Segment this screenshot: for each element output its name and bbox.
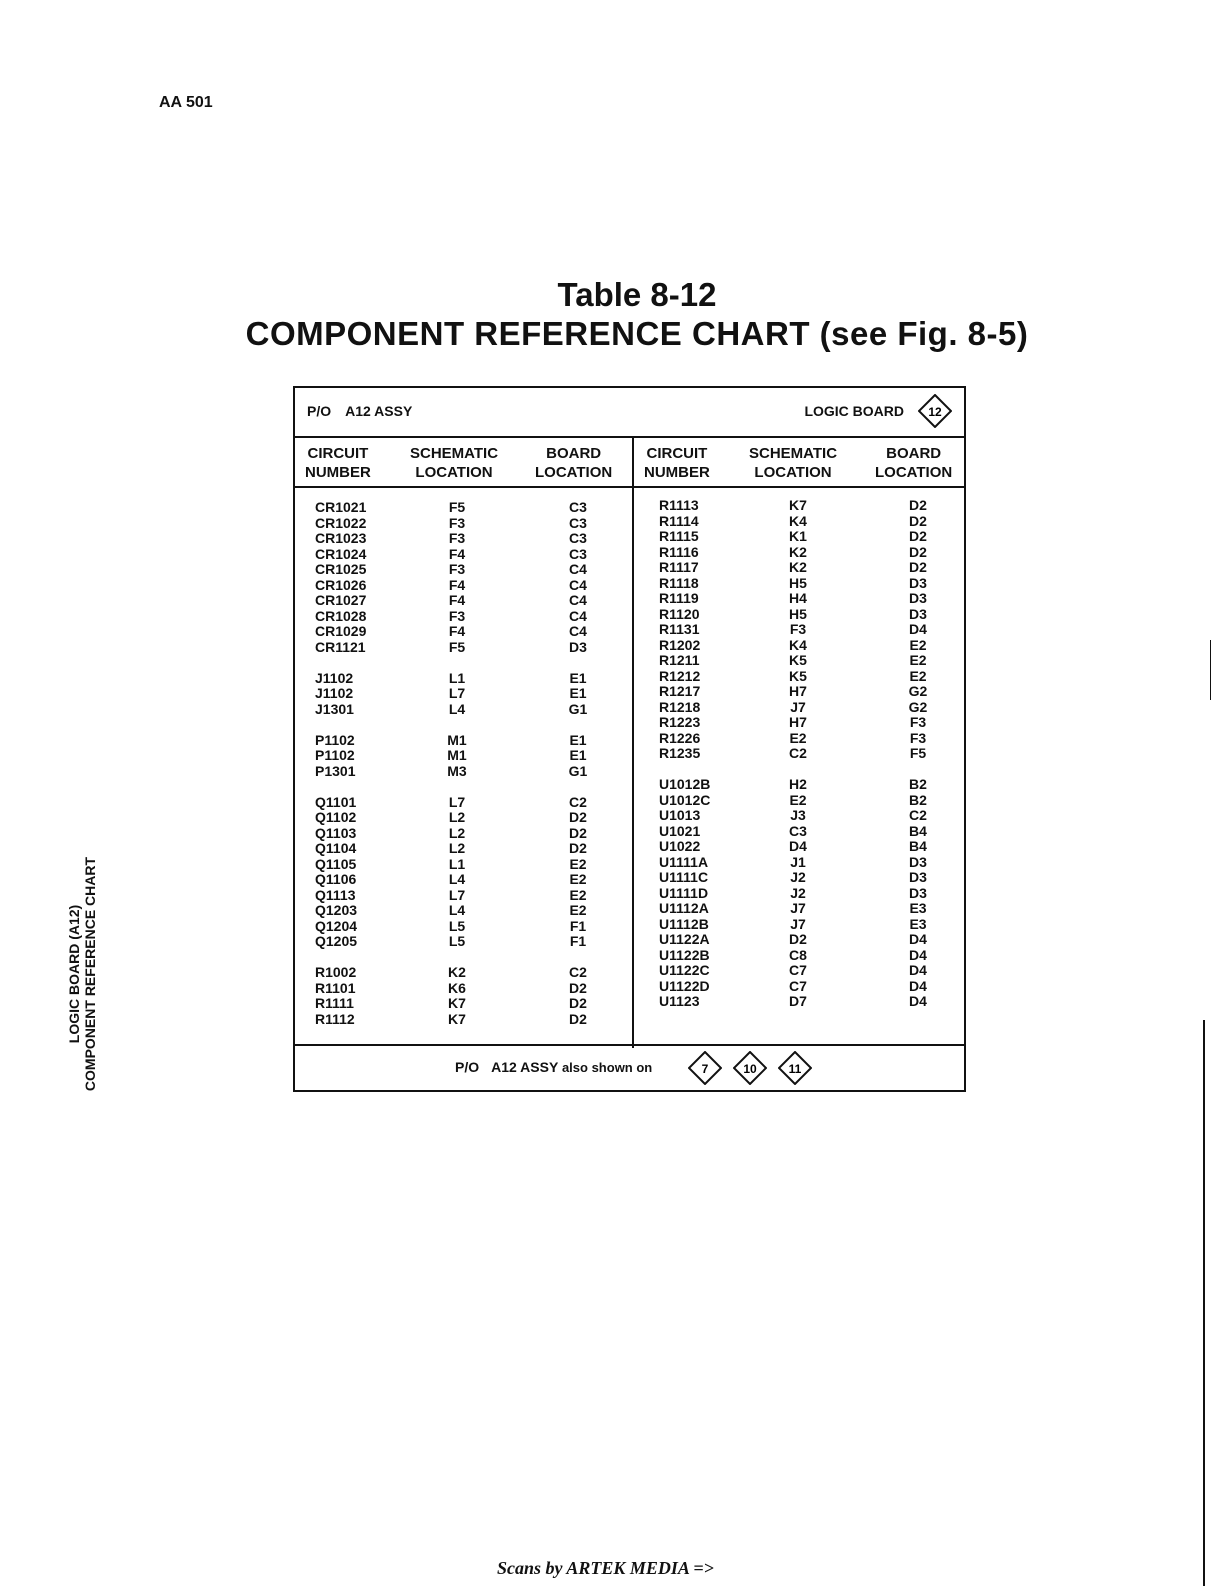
circuit-number: U1021 <box>659 822 701 839</box>
footer-text <box>455 1059 652 1075</box>
schematic-location: L4 <box>448 700 466 717</box>
schematic-ref-diamond-icon <box>733 1051 767 1085</box>
circuit-number: Q1205 <box>315 933 358 949</box>
right-board-column <box>898 498 938 1010</box>
schematic-location: J3 <box>790 807 806 823</box>
schematic-location: L7 <box>448 886 466 903</box>
circuit-number: U1111A <box>659 853 709 870</box>
circuit-number: R1117 <box>659 559 699 575</box>
circuit-number: CR1028 <box>315 607 367 624</box>
header-circuit-number-right: CIRCUIT NUMBER <box>644 445 710 481</box>
group-gap <box>558 779 598 795</box>
schematic-location: H5 <box>789 605 807 622</box>
board-location: D2 <box>569 840 587 856</box>
group-gap <box>315 717 366 733</box>
circuit-number: R1115 <box>659 528 699 544</box>
assembly-label <box>307 403 412 419</box>
circuit-number: Q1203 <box>315 902 358 918</box>
circuit-number: R1118 <box>659 574 699 591</box>
group-gap <box>315 779 366 795</box>
circuit-number: P1102 <box>315 747 355 763</box>
circuit-number: U1111D <box>659 884 709 901</box>
schematic-location: F3 <box>448 514 466 531</box>
board-location: E1 <box>569 731 587 748</box>
group-gap <box>558 717 598 733</box>
circuit-number: Q1104 <box>315 840 357 856</box>
board-location: D4 <box>909 621 927 637</box>
schematic-location: J1 <box>790 853 806 870</box>
circuit-number: R1212 <box>659 667 701 684</box>
board-location: G2 <box>908 683 928 699</box>
board-location: G1 <box>568 762 588 779</box>
circuit-number: R1111 <box>315 995 354 1011</box>
board-location: D2 <box>909 497 927 513</box>
circuit-number: U1122D <box>659 977 710 994</box>
circuit-number: R1101 <box>315 979 356 996</box>
board-location: E1 <box>569 685 587 701</box>
board-location: E1 <box>569 747 587 763</box>
board-location: C4 <box>569 592 587 608</box>
circuit-number: U1122B <box>659 946 710 963</box>
circuit-number: U1013 <box>659 807 701 823</box>
board-location: C3 <box>569 530 587 546</box>
schematic-location: F4 <box>448 545 466 562</box>
circuit-number: P1102 <box>315 731 355 748</box>
circuit-number: R1114 <box>659 512 699 529</box>
right-circuit-column <box>659 498 710 1010</box>
board-location: E1 <box>569 669 587 686</box>
circuit-number: U1022 <box>659 838 701 854</box>
schematic-location: K2 <box>789 543 807 560</box>
circuit-number: U1122C <box>659 962 710 978</box>
circuit-number: U1111C <box>659 869 709 885</box>
circuit-number: CR1023 <box>315 530 367 546</box>
board-location: E2 <box>569 855 587 872</box>
schematic-location: J2 <box>790 869 806 885</box>
group-gap <box>315 655 366 671</box>
circuit-number: R1120 <box>659 605 700 622</box>
schematic-location: F4 <box>448 592 466 608</box>
table-number: Table 8-12 <box>557 276 717 313</box>
board-location: D2 <box>909 528 927 544</box>
group-gap <box>558 655 598 671</box>
board-location: D4 <box>909 993 927 1009</box>
schematic-location: K4 <box>789 636 807 653</box>
board-location: E2 <box>569 886 587 903</box>
schematic-location: F4 <box>448 576 466 593</box>
schematic-location: D7 <box>789 993 807 1009</box>
component-reference-chart <box>293 386 966 1092</box>
board-location: C2 <box>569 964 587 980</box>
circuit-number: Q1204 <box>315 917 358 934</box>
board-location: G1 <box>568 700 588 717</box>
schematic-ref: 7 <box>701 1062 709 1076</box>
board-location: D2 <box>569 824 587 841</box>
schematic-location: L2 <box>448 840 466 856</box>
schematic-location: L7 <box>448 793 466 810</box>
board-location: F1 <box>569 917 587 934</box>
schematic-location: H7 <box>789 683 807 699</box>
group-gap <box>437 950 477 966</box>
board-location: D2 <box>569 1010 587 1027</box>
page-id: AA 501 <box>159 94 213 111</box>
board-location: D4 <box>909 931 927 947</box>
schematic-ref-diamond-icon <box>778 1051 812 1085</box>
board-location: B2 <box>909 791 927 808</box>
group-gap <box>315 950 366 966</box>
board-location: D2 <box>909 559 927 575</box>
board-location: E2 <box>909 652 927 668</box>
schematic-location: C8 <box>789 946 807 963</box>
board-location: C2 <box>569 793 587 810</box>
column-divider <box>632 438 634 1048</box>
schematic-location: K2 <box>789 559 807 575</box>
circuit-number: R1223 <box>659 714 701 730</box>
schematic-location: K2 <box>448 964 466 980</box>
schematic-location: K6 <box>448 979 466 996</box>
left-circuit-column <box>315 500 366 1027</box>
circuit-number: R1131 <box>659 621 700 637</box>
schematic-location: H2 <box>789 776 807 792</box>
circuit-number: J1102 <box>315 669 354 686</box>
circuit-number: CR1024 <box>315 545 367 562</box>
circuit-number: Q1103 <box>315 824 357 841</box>
schematic-location: F5 <box>448 499 466 515</box>
assembly-prefix: P/O <box>307 403 332 419</box>
circuit-number: R1113 <box>659 497 699 513</box>
column-headers <box>295 438 964 488</box>
left-schematic-column <box>437 500 477 1027</box>
scan-edge-mark <box>1210 640 1211 700</box>
circuit-number: CR1022 <box>315 514 367 531</box>
board-location: B2 <box>909 776 927 792</box>
board-location: D3 <box>909 884 927 901</box>
schematic-location: E2 <box>789 729 807 746</box>
schematic-location: L1 <box>448 855 466 872</box>
schematic-ref-diamond-icon <box>688 1051 722 1085</box>
schematic-location: F3 <box>789 621 807 637</box>
schematic-location: L2 <box>448 809 466 825</box>
circuit-number: R1226 <box>659 729 701 746</box>
board-location: D3 <box>909 869 927 885</box>
board-location: E2 <box>569 902 587 918</box>
chart-footer <box>295 1044 964 1090</box>
group-gap <box>898 762 938 778</box>
schematic-location: K5 <box>789 652 807 668</box>
board-location: D3 <box>909 853 927 870</box>
board-location: F3 <box>909 714 927 730</box>
board-location: B4 <box>909 822 927 839</box>
board-location: C3 <box>569 514 587 531</box>
schematic-location: K5 <box>789 667 807 684</box>
group-gap <box>437 779 477 795</box>
side-caption <box>66 844 98 1104</box>
schematic-location: D2 <box>789 931 807 947</box>
footer-assembly-id: A12 ASSY <box>491 1059 559 1075</box>
circuit-number: R1112 <box>315 1010 355 1027</box>
circuit-number: U1112A <box>659 900 709 916</box>
board-location: D3 <box>909 590 927 606</box>
board-location: D2 <box>569 995 587 1011</box>
board-location: C2 <box>909 807 927 823</box>
assembly-id: A12 ASSY <box>345 403 413 419</box>
footer-also-text: also shown on <box>561 1060 653 1075</box>
circuit-number: J1301 <box>315 700 354 717</box>
schematic-location: C2 <box>789 745 807 761</box>
schematic-location: F3 <box>448 530 466 546</box>
board-location: D2 <box>909 543 927 560</box>
board-location: F5 <box>909 745 927 761</box>
board-location: D4 <box>909 977 927 994</box>
circuit-number: R1211 <box>659 652 700 668</box>
circuit-number: CR1026 <box>315 576 367 593</box>
circuit-number: Q1101 <box>315 793 357 810</box>
circuit-number: U1112B <box>659 915 709 932</box>
schematic-ref: 10 <box>743 1062 757 1076</box>
schematic-location: K7 <box>448 1010 466 1027</box>
schematic-location: L4 <box>448 902 466 918</box>
schematic-location: H7 <box>789 714 807 730</box>
board-location: C4 <box>569 576 587 593</box>
board-location: C3 <box>569 545 587 562</box>
chart-header <box>295 388 964 438</box>
schematic-location: L1 <box>448 669 466 686</box>
board-location: E2 <box>569 871 587 887</box>
circuit-number: CR1021 <box>315 499 367 515</box>
schematic-location: M3 <box>447 762 467 779</box>
board-location: D4 <box>909 946 927 963</box>
table-title <box>0 276 1229 354</box>
side-caption-line1: LOGIC BOARD (A12) <box>66 904 82 1044</box>
circuit-number: R1002 <box>315 964 357 980</box>
schematic-location: L4 <box>448 871 466 887</box>
circuit-number: CR1029 <box>315 623 367 639</box>
schematic-location: L2 <box>448 824 466 841</box>
schematic-location: K7 <box>448 995 466 1011</box>
scan-credit: Scans by ARTEK MEDIA => <box>497 1558 714 1578</box>
board-number: 12 <box>928 405 942 419</box>
schematic-location: H4 <box>789 590 807 606</box>
circuit-number: Q1106 <box>315 871 357 887</box>
board-location: D3 <box>909 574 927 591</box>
schematic-location: F3 <box>448 607 466 624</box>
left-board-column <box>558 500 598 1027</box>
board-location: C3 <box>569 499 587 515</box>
header-board-location-right: BOARD LOCATION <box>875 445 953 481</box>
circuit-number: P1301 <box>315 762 356 779</box>
schematic-location: F4 <box>448 623 466 639</box>
board-location: F3 <box>909 729 927 746</box>
circuit-number: U1122A <box>659 931 710 947</box>
circuit-number: R1119 <box>659 590 699 606</box>
schematic-location: J7 <box>790 900 806 916</box>
footer-prefix: P/O <box>455 1059 480 1075</box>
board-location: C4 <box>569 623 587 639</box>
header-circuit-number: CIRCUIT NUMBER <box>305 445 371 481</box>
schematic-location: J2 <box>790 884 806 901</box>
schematic-location: K1 <box>789 528 807 544</box>
board-location: D3 <box>909 605 927 622</box>
board-location: D4 <box>909 962 927 978</box>
circuit-number: Q1102 <box>315 809 357 825</box>
schematic-location: C7 <box>789 962 807 978</box>
schematic-location: L5 <box>448 933 466 949</box>
schematic-location: L5 <box>448 917 466 934</box>
circuit-number: R1235 <box>659 745 701 761</box>
board-location: F1 <box>569 933 587 949</box>
header-schematic-location: SCHEMATIC LOCATION <box>410 445 499 481</box>
circuit-number: CR1025 <box>315 561 367 577</box>
circuit-number: R1202 <box>659 636 701 653</box>
circuit-number: R1217 <box>659 683 701 699</box>
schematic-ref: 11 <box>788 1062 802 1076</box>
board-location: D2 <box>569 809 587 825</box>
schematic-location: K7 <box>789 497 807 513</box>
schematic-location: M1 <box>447 747 467 763</box>
circuit-number: R1218 <box>659 698 701 715</box>
circuit-number: R1116 <box>659 543 699 560</box>
board-name: LOGIC BOARD <box>804 403 904 419</box>
group-gap <box>437 655 477 671</box>
schematic-location: C7 <box>789 977 807 994</box>
board-location: B4 <box>909 838 927 854</box>
header-schematic-location-right: SCHEMATIC LOCATION <box>749 445 838 481</box>
schematic-location: L7 <box>448 685 466 701</box>
schematic-location: K4 <box>789 512 807 529</box>
schematic-location: H5 <box>789 574 807 591</box>
right-schematic-column <box>778 498 818 1010</box>
schematic-location: F5 <box>448 638 466 655</box>
circuit-number: J1102 <box>315 685 354 701</box>
board-location: C4 <box>569 607 587 624</box>
board-location: E2 <box>909 667 927 684</box>
board-number-diamond-icon <box>918 394 952 428</box>
board-location: E2 <box>909 636 927 653</box>
group-gap <box>558 950 598 966</box>
circuit-number: CR1121 <box>315 638 366 655</box>
schematic-location: C3 <box>789 822 807 839</box>
schematic-location: E2 <box>789 791 807 808</box>
circuit-number: Q1113 <box>315 886 356 903</box>
circuit-number: Q1105 <box>315 855 357 872</box>
board-location: G2 <box>908 698 928 715</box>
group-gap <box>437 717 477 733</box>
group-gap <box>659 762 710 778</box>
circuit-number: U1012C <box>659 791 711 808</box>
circuit-number: CR1027 <box>315 592 367 608</box>
scan-edge-line <box>1203 1020 1205 1586</box>
schematic-location: M1 <box>447 731 467 748</box>
board-location: D2 <box>569 979 587 996</box>
board-location: E3 <box>909 900 927 916</box>
schematic-location: D4 <box>789 838 807 854</box>
circuit-number: U1123 <box>659 993 700 1009</box>
table-heading: COMPONENT REFERENCE CHART (see Fig. 8-5) <box>245 315 1029 352</box>
group-gap <box>778 762 818 778</box>
board-location: D2 <box>909 512 927 529</box>
schematic-location: J7 <box>790 698 806 715</box>
board-location: E3 <box>909 915 927 932</box>
schematic-location: F3 <box>448 561 466 577</box>
header-board-location: BOARD LOCATION <box>535 445 613 481</box>
schematic-location: J7 <box>790 915 806 932</box>
circuit-number: U1012B <box>659 776 711 792</box>
board-location: C4 <box>569 561 587 577</box>
board-location: D3 <box>569 638 587 655</box>
side-caption-line2: COMPONENT REFERENCE CHART <box>82 856 98 1092</box>
